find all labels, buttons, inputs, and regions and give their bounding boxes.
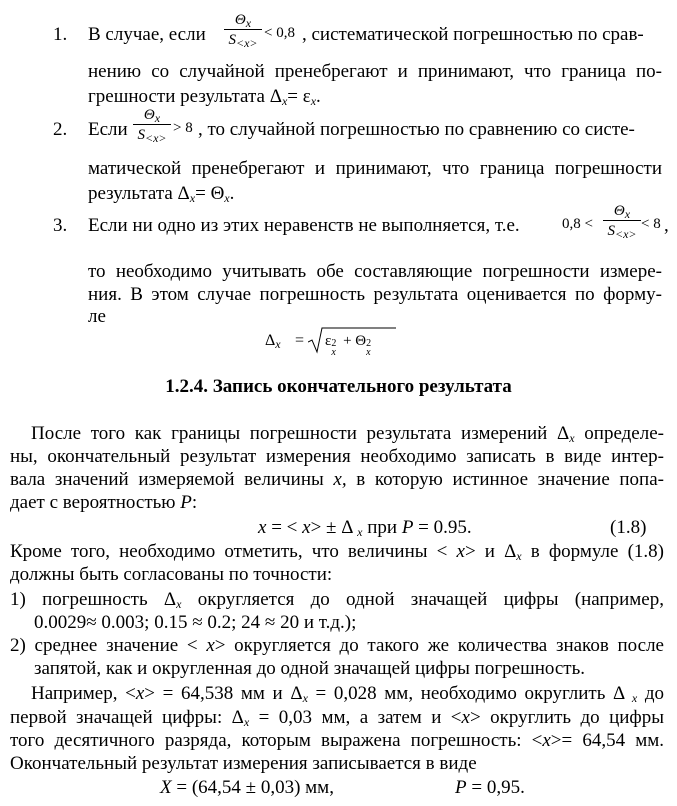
section-heading: 1.2.4. Запись окончательного результата xyxy=(165,376,512,397)
error-formula: $\Delta_x$ = ε 2 x + Θ 2 x xyxy=(265,326,385,356)
item-1-line1-start: В случае, если xyxy=(88,24,206,45)
para1-line3: вала значений измеряемой величины x, в которую истинное значение попа- xyxy=(10,469,664,490)
item-2-number: 2. xyxy=(53,119,68,140)
item-2-line3: результата $\Delta_x= \Theta_x$. xyxy=(88,183,235,205)
item-1-line2: нению со случайной пренебрегают и принимают, что граница по- xyxy=(88,61,662,82)
final-result: X = (64,54 ± 0,03) мм, xyxy=(160,777,334,798)
item-3-line1-end: , xyxy=(664,215,669,236)
para1-line1: После того как границы погрешности результата измерений $\Delta_x$ определе- xyxy=(31,423,664,445)
item-1-fraction: $\Theta_x$ $S_{<x>}$ xyxy=(224,12,262,48)
para2-line1: Кроме того, необходимо отметить, что величины < x> и $\Delta_x$ в формуле (1.8) xyxy=(10,541,664,563)
item-1-number: 1. xyxy=(53,24,68,45)
list-item-1-line2: 0.0029≈ 0.003; 0.15 ≈ 0.2; 24 ≈ 20 и т.д.); xyxy=(34,612,357,633)
item-3-inequality-left: 0,8 < xyxy=(562,216,593,232)
item-3-inequality-right: < 8 xyxy=(641,216,661,232)
item-1-line3: грешности результата $\Delta_x= \varepsilon_x$. xyxy=(88,86,321,108)
para3-line4: Окончательный результат измерения записывается в виде xyxy=(10,753,477,774)
item-3-line4: ле xyxy=(88,306,106,327)
item-3-line1-start: Если ни одно из этих неравенств не выполняется, т.е. xyxy=(88,215,520,236)
para3-line2: первой значащей цифры: $\Delta_x = 0,03$ мм, а затем и <x> округлить до цифры xyxy=(10,707,664,729)
para3-line1: Например, <x> = 64,538 мм и $\Delta_x = 0,028$ мм, необходимо округлить Δ $_x$ до xyxy=(31,683,664,705)
item-2-line1-end: , то случайной погрешностью по сравнению со систе- xyxy=(198,119,635,140)
item-2-fraction: $\Theta_x$ $S_{<x>}$ xyxy=(133,107,171,143)
item-2-line2: матической пренебрегают и принимают, что граница погрешности xyxy=(88,158,662,179)
para3-line3: того десятичного разряда, которым выражена погрешность: <x>= 64,54 мм. xyxy=(10,730,664,751)
list-item-1-line1: 1) погрешность $\Delta_x$ округляется до одной значащей цифры (например, xyxy=(10,589,664,611)
list-item-2-line1: 2) среднее значение < x> округляется до такого же количества знаков после xyxy=(10,635,664,656)
item-2-line1-start: Если xyxy=(88,119,128,140)
item-3-line3: ния. В этом случае погрешность результата оценивается по форму- xyxy=(88,284,662,305)
para1-line4: дает с вероятностью P: xyxy=(10,492,198,513)
item-1-line1-end: , систематической погрешностью по срав- xyxy=(302,24,644,45)
item-3-number: 3. xyxy=(53,215,68,236)
item-3-line2: то необходимо учитывать обе составляющие погрешности измере- xyxy=(88,261,662,282)
item-1-inequality: < 0,8 xyxy=(264,25,295,41)
para1-line2: ны, окончательный результат измерения необходимо записать в виде интер- xyxy=(10,446,664,467)
final-probability: P = 0,95. xyxy=(455,777,525,798)
para2-line2: должны быть согласованы по точности: xyxy=(10,564,333,585)
equation-number: (1.8) xyxy=(610,517,647,538)
item-2-inequality: > 8 xyxy=(173,120,193,136)
equation-1-8: x = < x> ± Δ $_x$ при P = 0.95. xyxy=(258,517,472,539)
item-3-fraction: $\Theta_x$ $S_{<x>}$ xyxy=(603,203,641,239)
list-item-2-line2: запятой, как и округленная до одной значащей цифры погрешность. xyxy=(34,658,585,679)
